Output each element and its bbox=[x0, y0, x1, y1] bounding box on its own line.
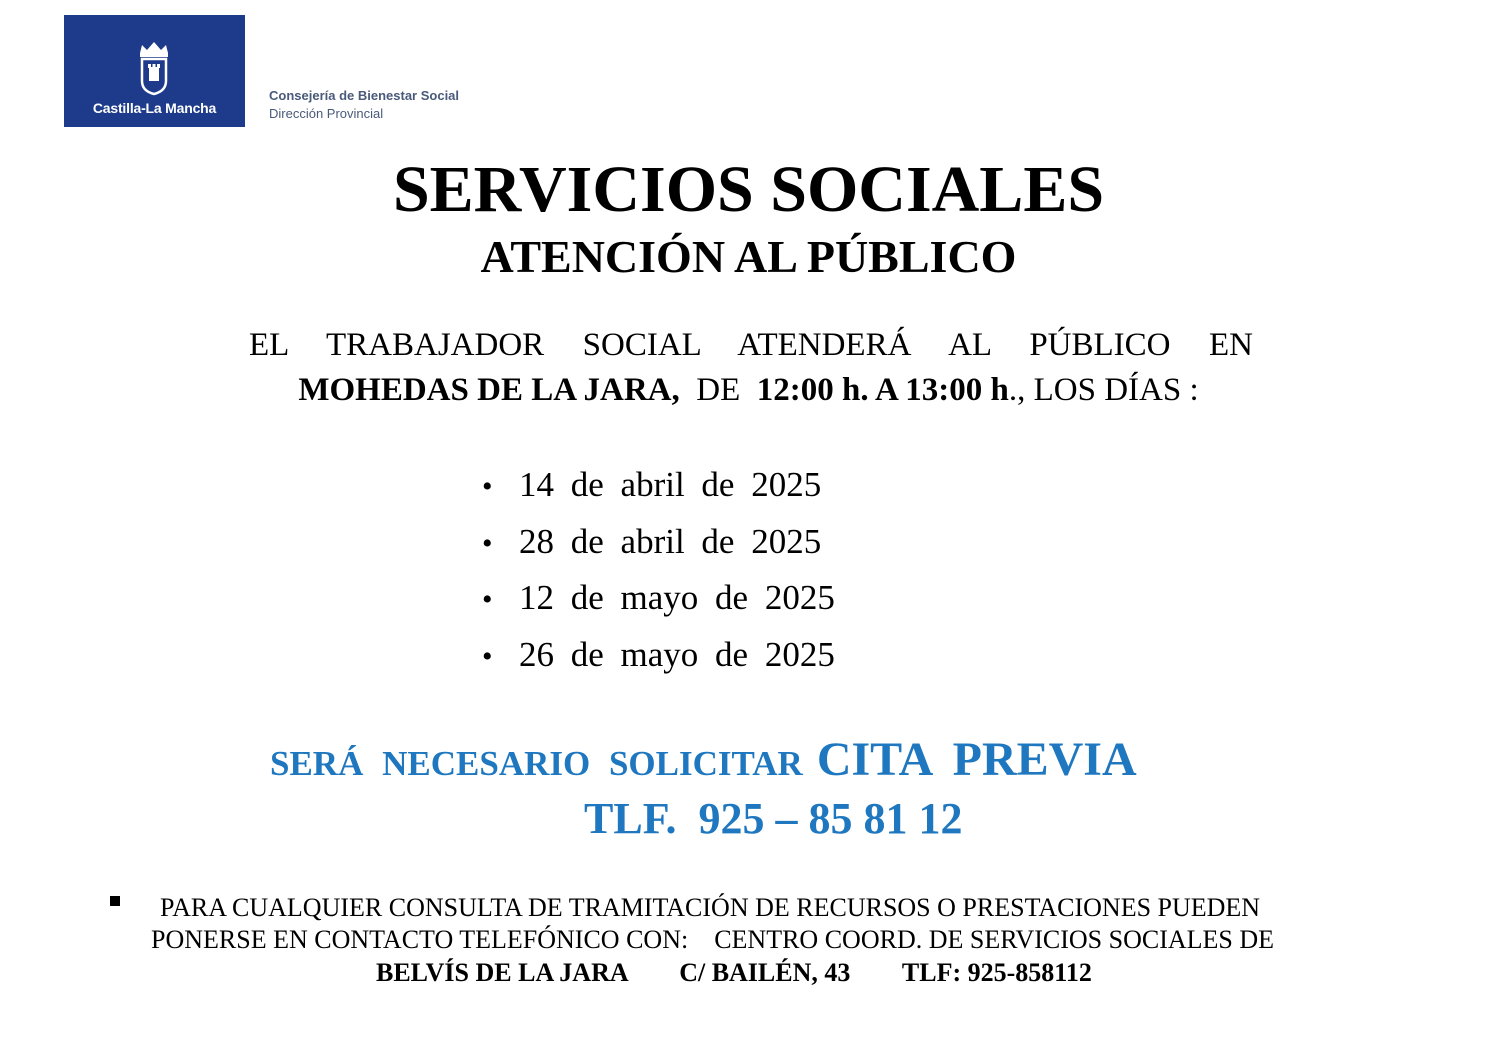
date-text: 28 de abril de 2025 bbox=[519, 521, 822, 561]
bullet-icon: • bbox=[482, 583, 493, 616]
date-text: 14 de abril de 2025 bbox=[519, 465, 822, 504]
bullet-icon: • bbox=[482, 470, 493, 503]
department-header bbox=[269, 88, 459, 121]
appointment-highlight: CITA PREVIA bbox=[816, 733, 1137, 786]
date-text: 12 de mayo de 2025 bbox=[519, 578, 835, 617]
intro-line-2 bbox=[0, 372, 1497, 409]
footer-line-3: BELVÍS DE LA JARA C/ BAILÉN, 43 TLF: 925-858112 bbox=[376, 958, 1092, 987]
coat-of-arms-icon bbox=[132, 39, 176, 97]
place-name: MOHEDAS DE LA JARA, bbox=[298, 372, 680, 408]
hours: 12:00 h. A 13:00 h bbox=[756, 372, 1009, 408]
date-item bbox=[482, 628, 835, 685]
intro-de: DE bbox=[696, 372, 741, 408]
appointment-phone: TLF. 925 – 85 81 12 bbox=[584, 794, 963, 843]
footer-line-2: PONERSE EN CONTACTO TELEFÓNICO CON: CENTRO COORD. DE SERVICIOS SOCIALES DE bbox=[151, 925, 1275, 954]
dates-list bbox=[482, 458, 835, 684]
logo-text: Castilla-La Mancha bbox=[92, 100, 217, 116]
date-text: 26 de mayo de 2025 bbox=[519, 634, 835, 674]
page-subtitle: ATENCIÓN AL PÚBLICO bbox=[480, 231, 1017, 282]
square-bullet-icon bbox=[110, 896, 120, 906]
bullet-icon: • bbox=[482, 526, 493, 560]
date-item bbox=[482, 458, 835, 515]
footer-line-1: PARA CUALQUIER CONSULTA DE TRAMITACIÓN DE RECURSOS O PRESTACIONES PUEDEN bbox=[160, 893, 1261, 922]
date-item bbox=[482, 571, 835, 628]
castilla-la-mancha-logo bbox=[64, 15, 245, 127]
date-item bbox=[482, 515, 835, 572]
appointment-prefix: SERÁ NECESARIO SOLICITAR bbox=[270, 744, 803, 783]
department-name: Consejería de Bienestar Social bbox=[269, 88, 460, 103]
intro-tail: ., LOS DÍAS : bbox=[1008, 372, 1199, 408]
subdepartment-name: Dirección Provincial bbox=[269, 106, 384, 121]
bullet-icon: • bbox=[482, 639, 493, 673]
intro-line-1: EL TRABAJADOR SOCIAL ATENDERÁ AL PÚBLICO EN bbox=[249, 327, 1253, 363]
appointment-notice bbox=[270, 732, 1137, 787]
page-title: SERVICIOS SOCIALES bbox=[392, 153, 1105, 226]
